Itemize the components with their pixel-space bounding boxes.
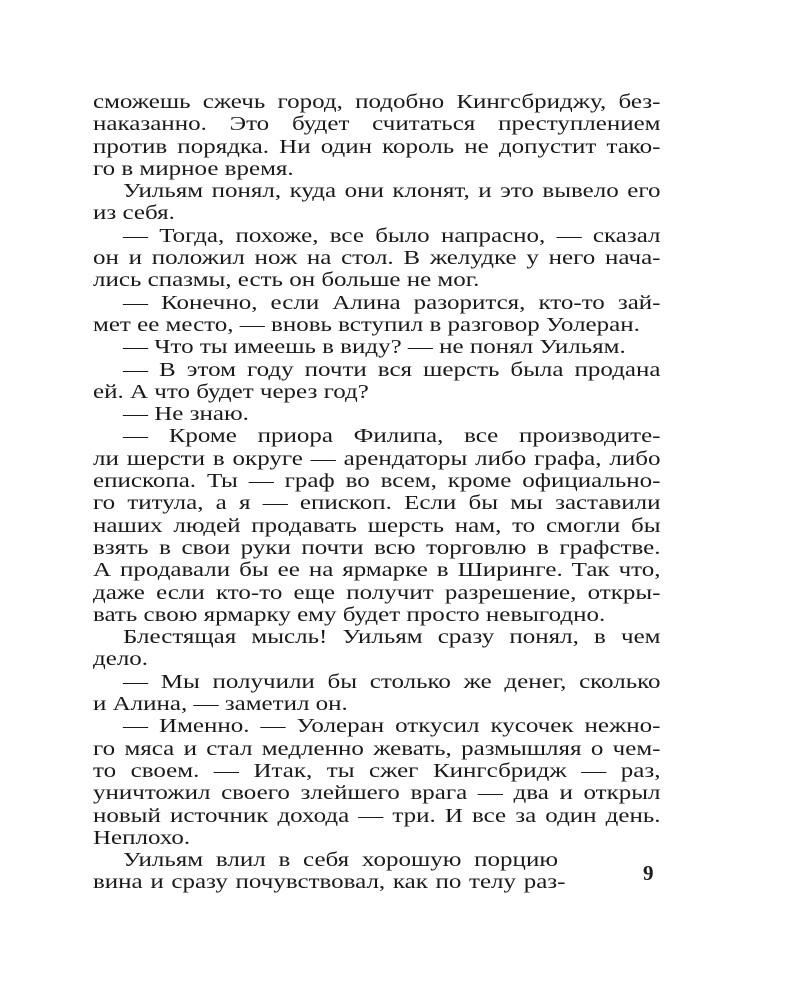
text-line: и Алина, — заметил он. bbox=[93, 693, 348, 716]
text-line: го мяса и стал медленно жевать, размышляя о чем- bbox=[93, 737, 661, 760]
text-line: против порядка. Ни один король не допустит тако- bbox=[93, 135, 661, 158]
text-line: дело. bbox=[93, 648, 149, 671]
text-line: наших людей продавать шерсть нам, то смогли бы bbox=[93, 514, 661, 537]
text-line: взять в свои руки почти всю торговлю в графстве. bbox=[93, 536, 661, 559]
book-page-text bbox=[93, 91, 661, 894]
page-number: 9 bbox=[643, 861, 654, 885]
text-line: даже если кто-то еще получит разрешение, откры- bbox=[93, 581, 661, 604]
text-line: — Не знаю. bbox=[123, 403, 249, 426]
text-line: он и положил нож на стол. В желудке у него нача- bbox=[93, 247, 661, 270]
text-line: ли шерсти в округе — арендаторы либо графа, либо bbox=[93, 447, 661, 470]
text-line: — Именно. — Уолеран откусил кусочек нежно- bbox=[123, 715, 661, 738]
text-line: — Что ты имеешь в виду? — не понял Уильям. bbox=[123, 336, 626, 359]
text-line: — Конечно, если Алина разорится, кто-то зай- bbox=[123, 291, 661, 314]
text-line: из себя. bbox=[93, 202, 175, 225]
text-line: — Мы получили бы столько же денег, сколько bbox=[123, 670, 661, 693]
text-line: сможешь сжечь город, подобно Кингсбриджу, без- bbox=[93, 91, 661, 113]
text-line: вина и сразу почувствовал, как по телу раз- bbox=[93, 871, 566, 894]
text-line: наказанно. Это будет считаться преступлением bbox=[93, 113, 661, 136]
text-line: Уильям понял, куда они клонят, и это вывело его bbox=[123, 180, 661, 203]
text-line: вать свою ярмарку ему будет просто невыгодно. bbox=[93, 603, 606, 626]
text-line: го титула, а я — епископ. Если бы мы заставили bbox=[93, 492, 661, 515]
text-line: Блестящая мысль! Уильям сразу понял, в чем bbox=[123, 626, 661, 649]
text-line: епископа. Ты — граф во всем, кроме официально- bbox=[93, 470, 661, 493]
text-line: ей. А что будет через год? bbox=[93, 380, 369, 403]
text-line: Неплохо. bbox=[93, 826, 191, 849]
text-line: го в мирное время. bbox=[93, 157, 294, 180]
text-line: — Тогда, похоже, все было напрасно, — сказал bbox=[123, 224, 661, 247]
text-line: новый источник дохода — три. И все за один день. bbox=[93, 804, 661, 827]
text-line: то своем. — Итак, ты сжег Кингсбридж — раз, bbox=[93, 759, 661, 782]
text-line: Уильям влил в себя хорошую порцию bbox=[123, 849, 558, 872]
text-line: уничтожил своего злейшего врага — два и открыл bbox=[93, 782, 661, 805]
text-line: — Кроме приора Филипа, все производите- bbox=[123, 425, 661, 448]
text-line: А продавали бы ее на ярмарке в Ширинге. Так что, bbox=[93, 559, 661, 582]
text-line: лись спазмы, есть он больше не мог. bbox=[93, 269, 480, 292]
text-line: мет ее место, — вновь вступил в разговор Уолеран. bbox=[93, 313, 640, 336]
text-line: — В этом году почти вся шерсть была продана bbox=[123, 358, 661, 381]
